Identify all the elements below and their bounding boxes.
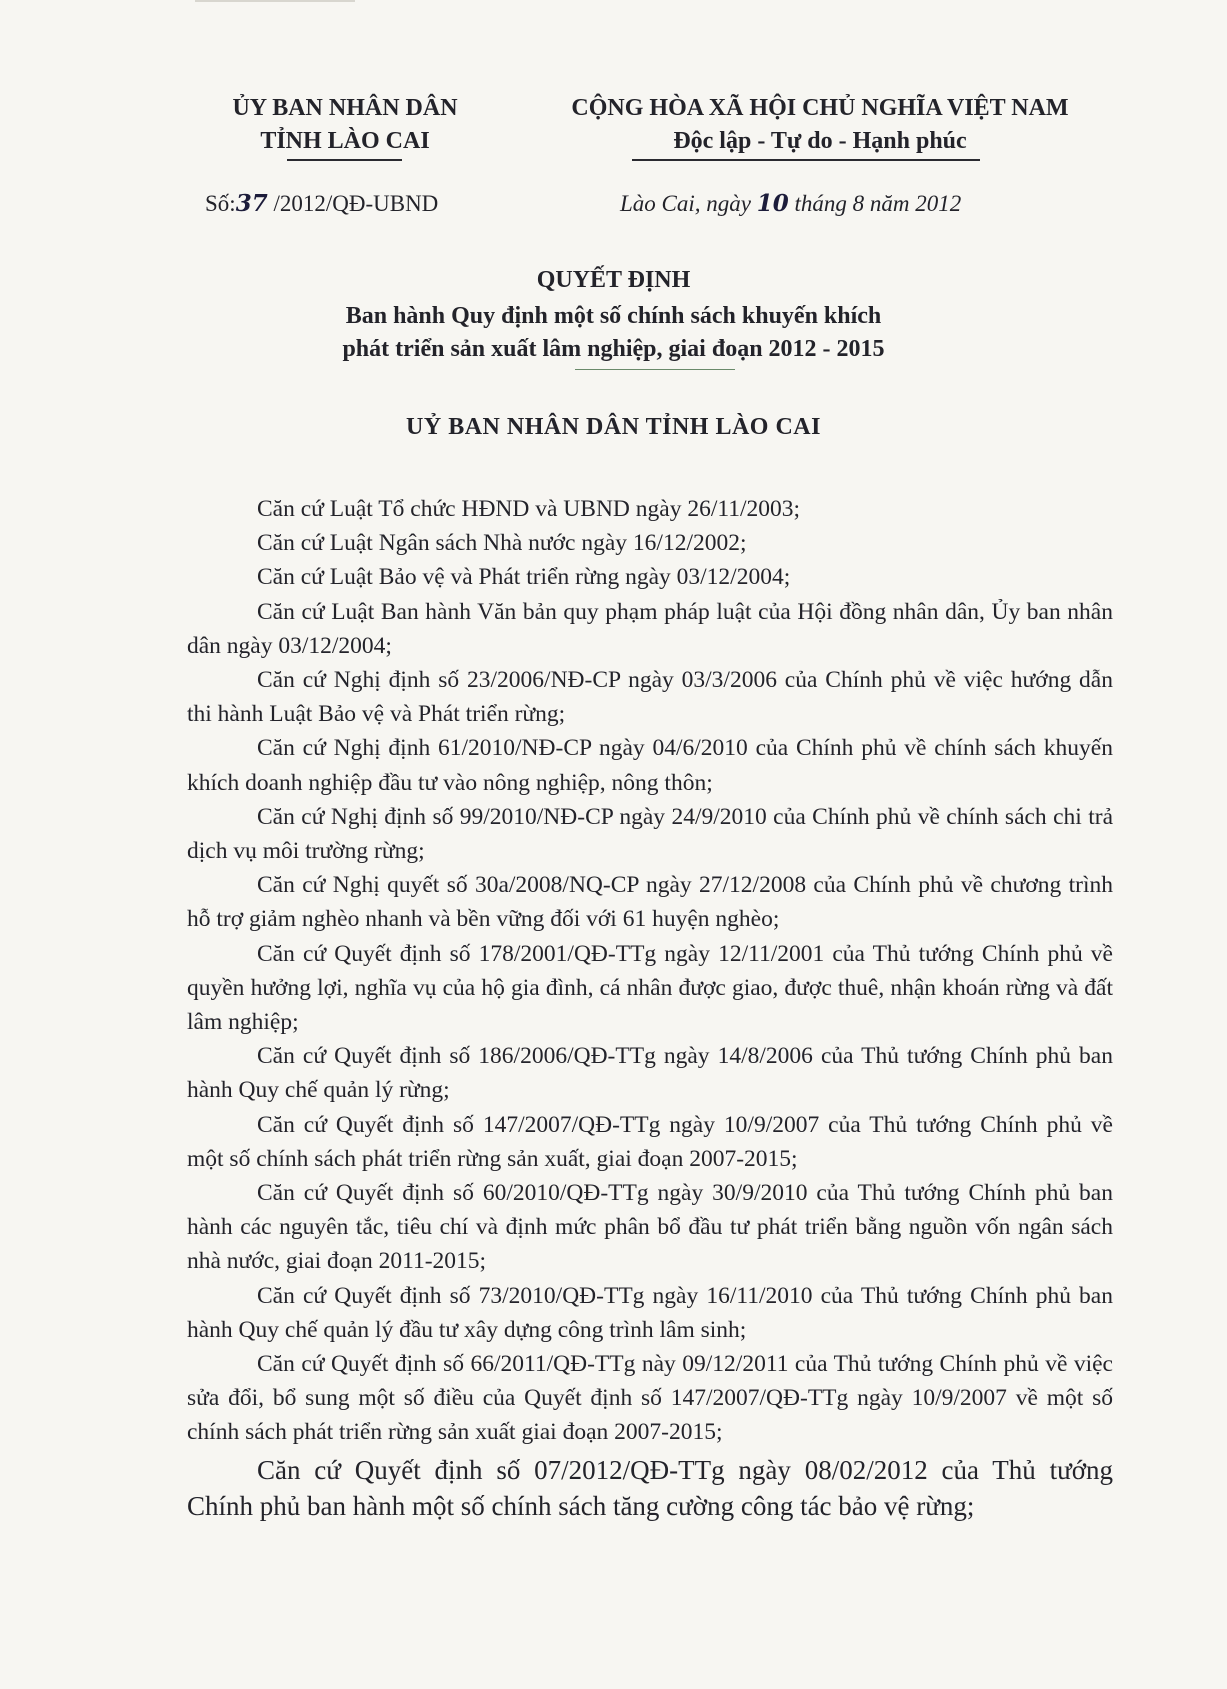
legal-basis-paragraph: Căn cứ Quyết định số 66/2011/QĐ-TTg này 09/12/2011 của Thủ tướng Chính phủ về việc sửa đổi, bổ sung một số điều của Quyết định số 147/2007/QĐ-TTg ngày 10/9/2007 về một số chính sách phát triển rừng sản xuất giai đoạn 2007-2015; [187,1351,1113,1446]
date-suffix: tháng 8 năm 2012 [788,191,962,216]
national-motto: Độc lập - Tự do - Hạnh phúc [673,128,967,154]
subject-underline [575,369,735,370]
national-title [535,92,1105,158]
legal-basis-paragraph: Căn cứ Quyết định số 186/2006/QĐ-TTg ngày 14/8/2006 của Thủ tướng Chính phủ ban hành Quy chế quản lý rừng; [187,1043,1113,1104]
number-suffix: /2012/QĐ-UBND [267,191,439,216]
number-prefix: Số: [205,191,236,216]
legal-basis-paragraph: Căn cứ Luật Ban hành Văn bản quy phạm pháp luật của Hội đồng nhân dân, Ủy ban nhân dân ngày 03/12/2004; [187,598,1113,659]
legal-basis-paragraph: Căn cứ Nghị quyết số 30a/2008/NQ-CP ngày 27/12/2008 của Chính phủ về chương trình hỗ trợ giảm nghèo nhanh và bền vững đối với 61 huyện nghèo; [187,872,1113,933]
motto-underline [632,159,980,161]
number-handwritten: 37 [235,190,268,217]
legal-basis-paragraph: Căn cứ Nghị định số 23/2006/NĐ-CP ngày 03/3/2006 của Chính phủ về việc hướng dẫn thi hành Luật Bảo vệ và Phát triển rừng; [187,667,1113,728]
document-subject [0,300,1227,366]
authority-line-2: TỈNH LÀO CAI [260,128,430,154]
legal-basis-paragraph: Căn cứ Quyết định số 178/2001/QĐ-TTg ngày 12/11/2001 của Thủ tướng Chính phủ về quyền hưởng lợi, nghĩa vụ của hộ gia đình, cá nhân được giao, được thuê, nhận khoán rừng và đất lâm nghiệp; [187,940,1113,1036]
document-number [205,190,438,217]
legal-basis-paragraph: Căn cứ Luật Tổ chức HĐND và UBND ngày 26/11/2003; [257,496,801,522]
legal-basis-paragraph: Căn cứ Nghị định 61/2010/NĐ-CP ngày 04/6/2010 của Chính phủ về chính sách khuyến khích doanh nghiệp đầu tư vào nông nghiệp, nông thôn; [187,735,1113,796]
legal-basis-paragraph: Căn cứ Quyết định số 73/2010/QĐ-TTg ngày 16/11/2010 của Thủ tướng Chính phủ ban hành Quy chế quản lý đầu tư xây dựng công trình lâm sinh; [187,1282,1113,1343]
legal-basis-paragraph: Căn cứ Luật Ngân sách Nhà nước ngày 16/12/2002; [257,530,747,557]
subject-line-1: Ban hành Quy định một số chính sách khuyến khích [345,303,882,329]
legal-basis-paragraph: Căn cứ Quyết định số 60/2010/QĐ-TTg ngày 30/9/2010 của Thủ tướng Chính phủ ban hành các nguyên tắc, tiêu chí và định mức phân bổ đầu tư phát triển bằng nguồn vốn ngân sách nhà nước, giai đoạn 2011-2015; [187,1180,1113,1275]
scan-mark [195,0,355,2]
document-body [187,492,1113,1524]
document-type: QUYẾT ĐỊNH [536,267,691,293]
authority-underline [287,159,402,161]
legal-basis-paragraph: Căn cứ Nghị định số 99/2010/NĐ-CP ngày 24/9/2010 của Chính phủ về chính sách chi trả dịch vụ môi trường rừng; [187,803,1113,865]
national-title-line-1: CỘNG HÒA XÃ HỘI CHỦ NGHĨA VIỆT NAM [571,95,1069,121]
issuing-authority [190,92,500,158]
subject-line-2: phát triển sản xuất lâm nghiệp, giai đoạn 2012 - 2015 [342,336,885,362]
authority-line-1: ỦY BAN NHÂN DÂN [232,95,458,121]
legal-basis-paragraph: Căn cứ Quyết định số 07/2012/QĐ-TTg ngày 08/02/2012 của Thủ tướng Chính phủ ban hành một số chính sách tăng cường công tác bảo vệ rừng; [187,1454,1113,1521]
date-prefix: Lào Cai, ngày [620,191,757,216]
legal-basis-paragraph: Căn cứ Quyết định số 147/2007/QĐ-TTg ngày 10/9/2007 của Thủ tướng Chính phủ về một số chính sách phát triển rừng sản xuất, giai đoạn 2007-2015; [187,1111,1113,1172]
document-date [620,190,961,217]
date-handwritten: 10 [756,190,789,217]
issuer-heading: UỶ BAN NHÂN DÂN TỈNH LÀO CAI [406,414,821,440]
legal-basis-paragraph: Căn cứ Luật Bảo vệ và Phát triển rừng ngày 03/12/2004; [257,564,791,591]
